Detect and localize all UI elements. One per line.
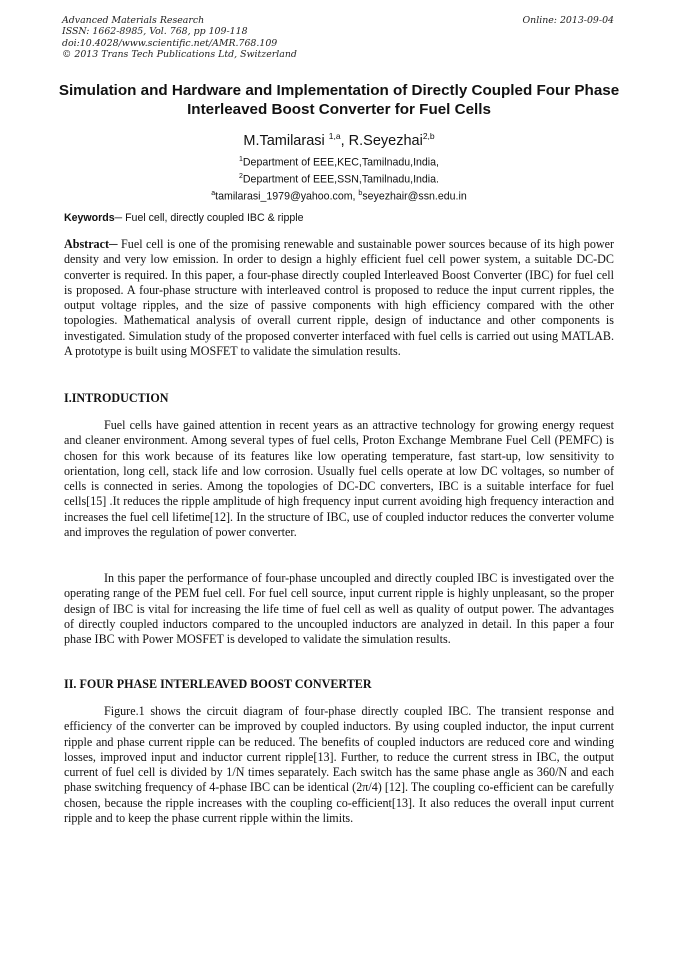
author-2-sup: 2,b bbox=[422, 131, 435, 141]
author-2: R.Seyezhai bbox=[348, 132, 423, 149]
intro-paragraph-2: In this paper the performance of four-phase uncoupled and directly coupled IBC is investigated over the operating range of the PEM fuel cell. For fuel cell source, input current ripple is highly unpleasant, so the proper design of IBC is vital for increasing the life time of fuel cell as well as quality of output power. The advantages of directly coupled inductors compared to the uncoupled inductors are analyzed in detail. In this paper a four phase IBC with Power MOSFET is developed to validate the simulation results. bbox=[64, 571, 614, 647]
author-separator: , bbox=[340, 132, 349, 149]
keywords bbox=[64, 211, 614, 225]
abstract-text: Fuel cell is one of the promising renewable and sustainable power sources because of its high power density and very low emission. In order to design a highly efficient fuel cell power system, a suitable DC-DC converter is required. In this paper, a four-phase directly coupled Interleaved Boost Converter (IBC) for fuel cell is proposed. A four-phase structure with interleaved control is proposed to reduce the input current ripples, the output voltage ripples, and the size of passive components with high efficiency compared with the other topologies. Mathematical analysis of overall current ripple, design of inductance and other components is investigated. Simulation study of the proposed converter interfaced with fuel cells is carried out using MATLAB. A prototype is built using MOSFET to validate the simulation results. bbox=[64, 237, 614, 359]
online-date: Online: 2013-09-04 bbox=[522, 15, 614, 26]
issn-line: ISSN: 1662-8985, Vol. 768, pp 109-118 bbox=[62, 26, 248, 38]
author-1-sup: 1,a bbox=[328, 131, 341, 141]
email-b: seyezhair@ssn.edu.in bbox=[362, 190, 467, 203]
paper-title: Simulation and Hardware and Implementation of Directly Coupled Four Phase Interleaved Boost Converter for Fuel Cells bbox=[58, 82, 620, 118]
affiliations bbox=[0, 153, 678, 204]
journal-header bbox=[62, 15, 614, 61]
affiliation-1 bbox=[0, 153, 678, 170]
affiliation-1-text: Department of EEE,KEC,Tamilnadu,India, bbox=[242, 156, 439, 169]
journal-name: Advanced Materials Research bbox=[62, 15, 205, 26]
affiliation-1-sup: 1 bbox=[239, 156, 243, 163]
author-1: M.Tamilarasi bbox=[243, 132, 325, 149]
keywords-label: Keywords─ bbox=[64, 212, 123, 224]
email-b-sup: b bbox=[358, 190, 363, 198]
keywords-text: Fuel cell, directly coupled IBC & ripple bbox=[122, 212, 304, 224]
affiliation-2-text: Department of EEE,SSN,Tamilnadu,India. bbox=[242, 173, 439, 186]
intro-paragraph-1: Fuel cells have gained attention in recent years as an attractive technology for growing energy request and cleaner environment. Among several types of fuel cells, Proton Exchange Membrane Fuel Cell (PEMFC) is chosen for this work because of its features like low operating temperature, fast start-up, low sensitivity to orientation, long cell, stack life and low corrosion. Usually fuel cells operate at low DC voltages, so number of cells is connected in series. Among the topologies of DC-DC converters, IBC is a suitable interface for fuel cells[15] .It reduces the ripple amplitude of high frequency input current avoiding high frequency interaction and increases the fuel cell lifetime[12]. In the structure of IBC, use of coupled inductor reduces the converter volume and improves the regulation of power converter. bbox=[64, 418, 614, 540]
abstract-label: Abstract─ bbox=[64, 237, 118, 251]
email-a: tamilarasi_1979@yahoo.com, bbox=[215, 190, 359, 203]
section-heading-four-phase: II. FOUR PHASE INTERLEAVED BOOST CONVERTER bbox=[64, 677, 372, 691]
author-line bbox=[0, 127, 678, 150]
affiliation-2 bbox=[0, 170, 678, 187]
abstract bbox=[64, 237, 614, 359]
copyright-line: © 2013 Trans Tech Publications Ltd, Switzerland bbox=[62, 49, 297, 61]
email-a-sup: a bbox=[211, 190, 216, 198]
four-phase-paragraph-1: Figure.1 shows the circuit diagram of four-phase directly coupled IBC. The transient response and efficiency of the converter can be improved by coupled inductors. By using coupled inductor, the input current ripple and phase current ripple can be reduced. The benefits of coupled inductors are reduced core and winding losses, improved input and inductor current ripple[13]. Further, to reduce the current stress in IBC, the output current of fuel cell is divided by 1/N times separately. Each switch has the same phase angle as 360/N and each phase switching frequency of 4-phase IBC can be identical (2π/4) [12]. The coupling co-efficient can be carefully chosen, because the ripple increases with the coupling co-efficient[13]. It also reduces the overall input current ripple and to keep the phase current ripple within the limits. bbox=[64, 704, 614, 826]
emails bbox=[0, 187, 678, 204]
affiliation-2-sup: 2 bbox=[239, 173, 243, 181]
section-heading-introduction: I.INTRODUCTION bbox=[64, 391, 169, 405]
doi-line: doi:10.4028/www.scientific.net/AMR.768.109 bbox=[62, 37, 278, 49]
